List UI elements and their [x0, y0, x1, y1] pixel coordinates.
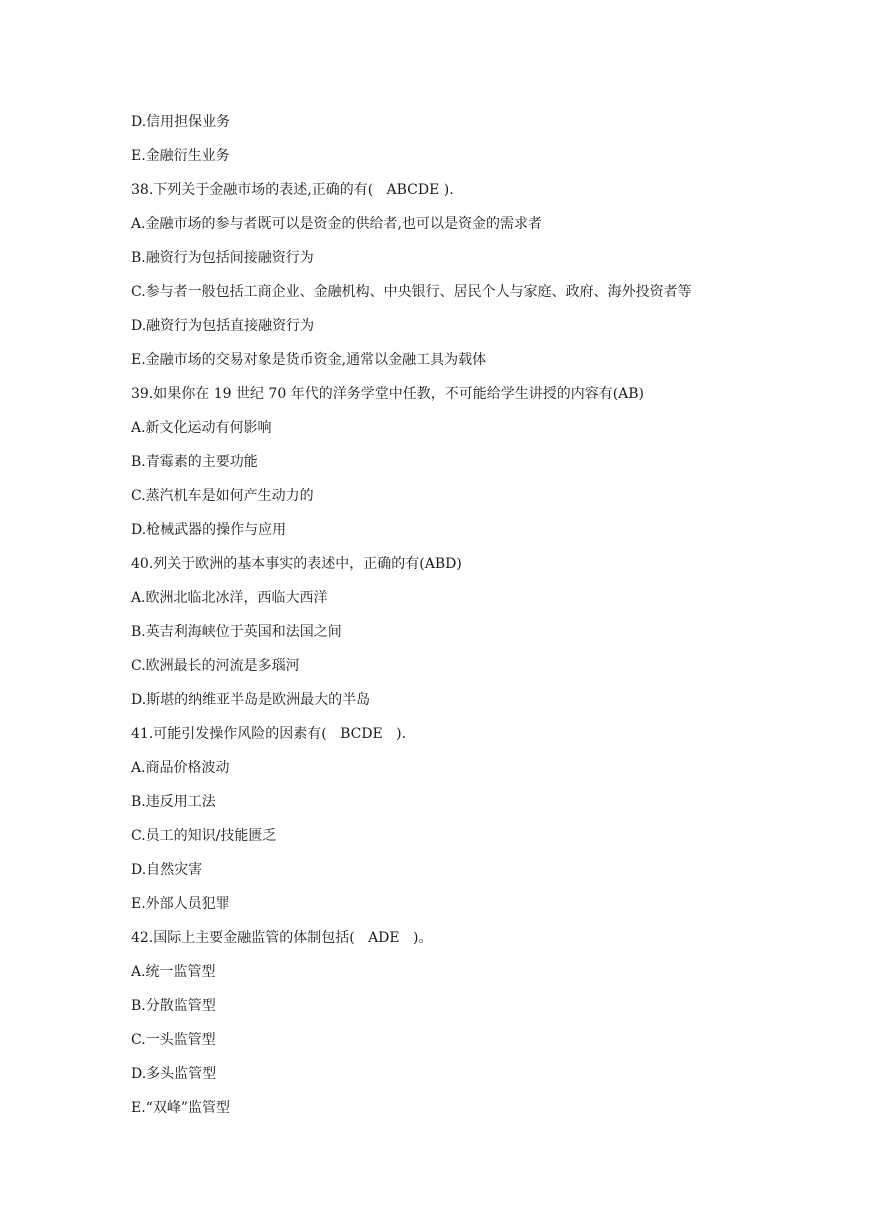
option-line: B.青霉素的主要功能: [131, 454, 258, 470]
question-line: 38.下列关于金融市场的表述,正确的有( ABCDE ).: [131, 182, 454, 198]
option-line: A.金融市场的参与者既可以是资金的供给者,也可以是资金的需求者: [131, 216, 543, 232]
option-line: B.融资行为包括间接融资行为: [131, 250, 314, 266]
option-line: D.斯堪的纳维亚半岛是欧洲最大的半岛: [131, 692, 371, 708]
question-line: 41.可能引发操作风险的因素有( BCDE ).: [131, 726, 407, 742]
option-line: E.“双峰”监管型: [131, 1100, 230, 1116]
option-line: D.自然灾害: [131, 862, 203, 878]
option-line: C.一头监管型: [131, 1032, 216, 1048]
question-line: 39.如果你在 19 世纪 70 年代的洋务学堂中任教，不可能给学生讲授的内容有(AB): [131, 386, 645, 402]
option-line: C.员工的知识/技能匮乏: [131, 828, 277, 844]
question-line: 40.列关于欧洲的基本事实的表述中，正确的有(ABD): [131, 556, 462, 572]
option-line: D.多头监管型: [131, 1066, 217, 1082]
option-line: E.外部人员犯罪: [131, 896, 230, 912]
option-line: E.金融衍生业务: [131, 148, 230, 164]
question-line: 42.国际上主要金融监管的体制包括( ADE )。: [131, 930, 433, 946]
option-line: B.违反用工法: [131, 794, 216, 810]
question-text-block: [131, 110, 831, 1130]
option-line: B.分散监管型: [131, 998, 216, 1014]
option-line: A.新文化运动有何影响: [131, 420, 272, 436]
option-line: D.枪械武器的操作与应用: [131, 522, 287, 538]
option-line: E.金融市场的交易对象是货币资金,通常以金融工具为载体: [131, 352, 487, 368]
option-line: A.欧洲北临北冰洋，西临大西洋: [131, 590, 328, 606]
option-line: A.统一监管型: [131, 964, 216, 980]
option-line: D.信用担保业务: [131, 114, 231, 130]
option-line: C.参与者一般包括工商企业、金融机构、中央银行、居民个人与家庭、政府、海外投资者等: [131, 284, 692, 300]
option-line: B.英吉利海峡位于英国和法国之间: [131, 624, 342, 640]
option-line: D.融资行为包括直接融资行为: [131, 318, 315, 334]
option-line: A.商品价格波动: [131, 760, 230, 776]
option-line: C.蒸汽机车是如何产生动力的: [131, 488, 314, 504]
option-line: C.欧洲最长的河流是多瑙河: [131, 658, 300, 674]
